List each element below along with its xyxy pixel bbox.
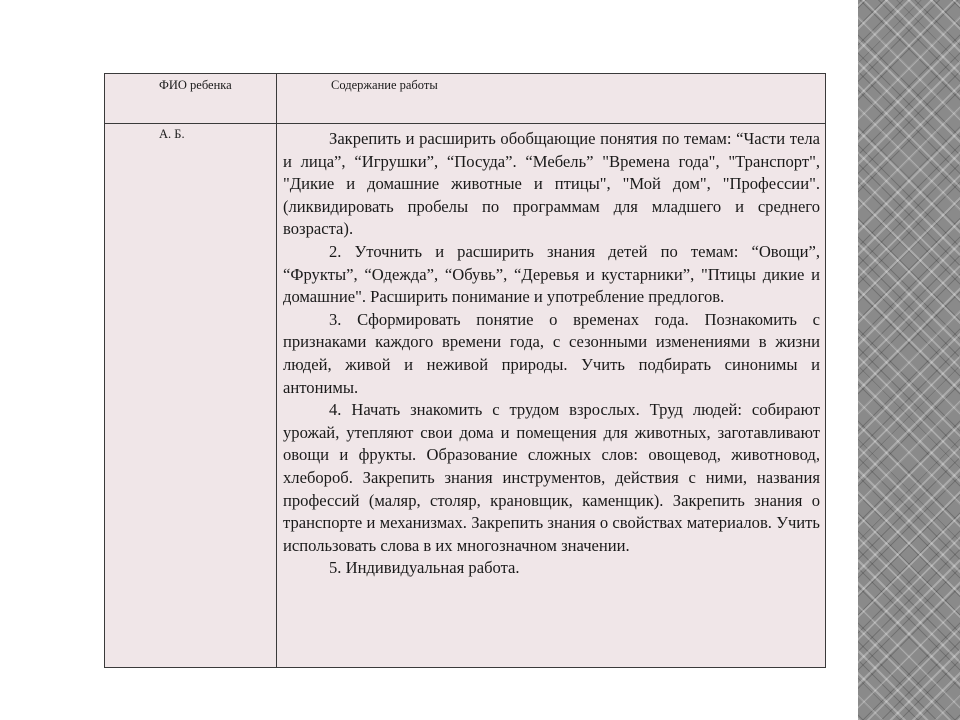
paragraph-5: 5. Индивидуальная работа. <box>329 558 520 578</box>
table-row <box>105 124 826 668</box>
paragraph-2: 2. Уточнить и расширить знания детей по темам: “Овощи”, “Фрукты”, “Одежда”, “Обувь”, “Деревья и кустарники”, "Птицы дикие и домашние". Расширить понимание и употребление предлогов. <box>283 241 820 307</box>
paragraph-4: 4. Начать знакомить с трудом взрослых. Труд людей: собирают урожай, утепляют свои дома и помещения для животных, заготавливают овощи и фрукты. Образование сложных слов: овощевод, животновод, хлебороб. Закрепить знания инструментов, действия с ними, названия профессий (маляр, столяр, крановщик, каменщик). Закрепить знания о транспорте и механизмах. Закрепить знания о свойствах материалов. Учить использовать слова в их многозначном значении. <box>283 400 820 555</box>
child-name-cell: А. Б. <box>105 124 277 668</box>
header-child-name: ФИО ребенка <box>105 74 277 124</box>
decorative-side-pattern <box>858 0 960 720</box>
table-header-row <box>105 74 826 124</box>
header-work-content: Содержание работы <box>277 74 826 124</box>
paragraph-1: Закрепить и расширить обобщающие понятия по темам: “Части тела и лица”, “Игрушки”, “Посуда”. “Мебель” "Времена года", "Транспорт", "Дикие и домашние животные и птицы", "Мой дом", "Профессии". (ликвидировать пробелы по программам для младшего и среднего возраста). <box>283 129 820 239</box>
paragraph-3: 3. Сформировать понятие о временах года. Познакомить с признаками каждого времени года, с сезонными изменениями в жизни людей, живой и неживой природы. Учить подбирать синонимы и антонимы. <box>283 309 820 397</box>
work-plan-table <box>104 73 826 668</box>
work-content-cell <box>277 124 826 668</box>
